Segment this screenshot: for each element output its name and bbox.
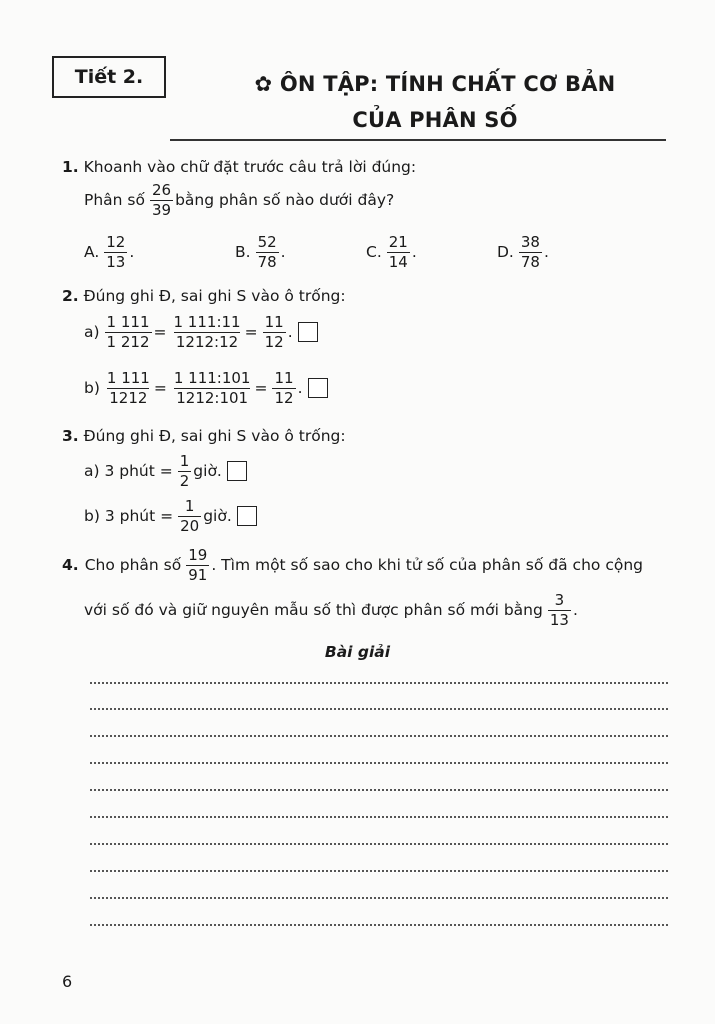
q4-line1 [62,547,645,584]
fraction-denominator: 13 [549,610,569,629]
q2-instruction-text: Đúng ghi Đ, sai ghi S vào ô trống: [83,287,346,305]
fraction-numerator: 11 [264,313,284,331]
fraction-numerator: 1 111 [106,369,150,387]
q1-option-b[interactable]: B. $\frac{52}{78}$ . [235,233,286,271]
fraction-denominator: 20 [180,516,200,535]
answer-line[interactable] [90,762,668,764]
q1-instruction [62,160,416,176]
option-label: A. [84,243,100,262]
fraction [548,592,571,629]
q3-instruction-text: Đúng ghi Đ, sai ghi S vào ô trống: [83,427,346,445]
option-fraction [387,234,410,271]
fraction-denominator: 14 [388,252,408,271]
fraction-denominator: 1212:12 [175,332,239,351]
option-label: D. [497,243,514,262]
q2-item-b: b) $\frac{1 111}{1212}$ = $\frac{1 111:101}{1212:101}$ = $\frac{11}{12}$ . [84,370,330,407]
lesson-label: Tiết 2. [52,56,166,98]
fraction [172,370,253,407]
answer-box[interactable] [227,461,247,481]
fraction-denominator: 1 212 [106,332,150,351]
q1-number: 1. [62,158,79,176]
answer-line[interactable] [90,843,668,845]
fraction-denominator: 1212 [109,388,148,407]
fraction-denominator: 12 [274,388,294,407]
item-text: a) 3 phút = [84,462,173,481]
q4-line2: với số đó và giữ nguyên mẫu số thì được phân số mới bằng $\frac{3}{13}$ . [84,591,578,629]
fraction [178,498,201,535]
fraction-numerator: 19 [188,546,208,564]
answer-box[interactable] [237,506,257,526]
fraction-numerator: 26 [151,181,172,199]
answer-box[interactable] [298,322,318,342]
fraction-denominator: 12 [264,332,284,351]
q1-instruction-text: Khoanh vào chữ đặt trước câu trả lời đúng: [83,158,417,176]
q1-stem-fraction [150,182,173,219]
q4-number: 4. [62,556,79,575]
q1-stem-after: bằng phân số nào dưới đây? [175,191,395,210]
answer-line[interactable] [90,924,668,926]
q2-number: 2. [62,287,79,305]
answer-line[interactable] [90,897,668,899]
page-title-line1: ✿ ÔN TẬP: TÍNH CHẤT CƠ BẢN [254,72,616,96]
item-label: a) [84,323,100,342]
fraction [178,453,192,490]
q1-option-c[interactable]: C. $\frac{21}{14}$ . [366,233,417,271]
option-fraction [256,234,279,271]
option-fraction [519,234,542,271]
fraction-numerator: 1 111 [106,313,150,331]
fraction [263,314,286,351]
fraction-numerator: 38 [520,233,540,251]
fraction-denominator: 78 [520,252,540,271]
q3-item-a [84,453,249,490]
fraction-numerator: 11 [274,369,294,387]
fraction-numerator: 1 111:11 [173,313,241,331]
fraction-numerator: 1 [184,497,195,515]
item-text: b) 3 phút = [84,507,174,526]
fraction-denominator: 1212:101 [176,388,249,407]
q3-number: 3. [62,427,79,445]
q1-stem-before: Phân số [84,191,145,210]
fraction-denominator: 39 [151,200,172,219]
q3-instruction [62,429,346,445]
page-title-line2: CỦA PHÂN SỐ [352,108,518,132]
fraction-denominator: 78 [257,252,277,271]
fraction-numerator: 52 [257,233,277,251]
q4-text: . Tìm một số sao cho khi tử số của phân số đã cho cộng [211,556,643,575]
answer-line[interactable] [90,816,668,818]
q1-option-a[interactable]: A. $\frac{12}{13}$ . [84,233,135,271]
item-label: b) [84,379,100,398]
answer-line[interactable] [90,682,668,684]
fraction [105,314,152,351]
page-number: 6 [62,972,73,991]
fraction [105,370,152,407]
q2-item-a: a) $\frac{1 111}{1 212}$ = $\frac{1 111:11}{1212:12}$ = $\frac{11}{12}$ . [84,314,320,351]
item-unit: giờ. [203,507,232,526]
title-underline [170,139,666,141]
solution-label: Bài giải [324,643,391,661]
fraction-denominator: 13 [106,252,126,271]
answer-box[interactable] [308,378,328,398]
fraction-numerator: 21 [388,233,408,251]
fraction-numerator: 1 111:101 [173,369,251,387]
answer-line[interactable] [90,708,668,710]
fraction [186,547,209,584]
answer-line[interactable] [90,789,668,791]
option-label: B. [235,243,251,262]
q4-text: với số đó và giữ nguyên mẫu số thì được phân số mới bằng [84,601,543,620]
fraction-numerator: 1 [179,452,190,470]
fraction-numerator: 3 [554,591,565,609]
answer-line[interactable] [90,870,668,872]
fraction [272,370,295,407]
answer-line[interactable] [90,735,668,737]
q1-option-d[interactable]: D. $\frac{38}{78}$ . [497,233,549,271]
fraction-numerator: 12 [106,233,126,251]
fraction-denominator: 2 [179,471,190,490]
option-label: C. [366,243,382,262]
fraction-denominator: 91 [188,565,208,584]
option-fraction [104,234,127,271]
item-unit: giờ. [193,462,222,481]
q3-item-b [84,498,259,535]
q4-text: Cho phân số [84,556,182,575]
q2-instruction [62,289,346,305]
q1-stem [84,182,396,219]
bleed-through-text [172,72,177,90]
fraction [172,314,243,351]
